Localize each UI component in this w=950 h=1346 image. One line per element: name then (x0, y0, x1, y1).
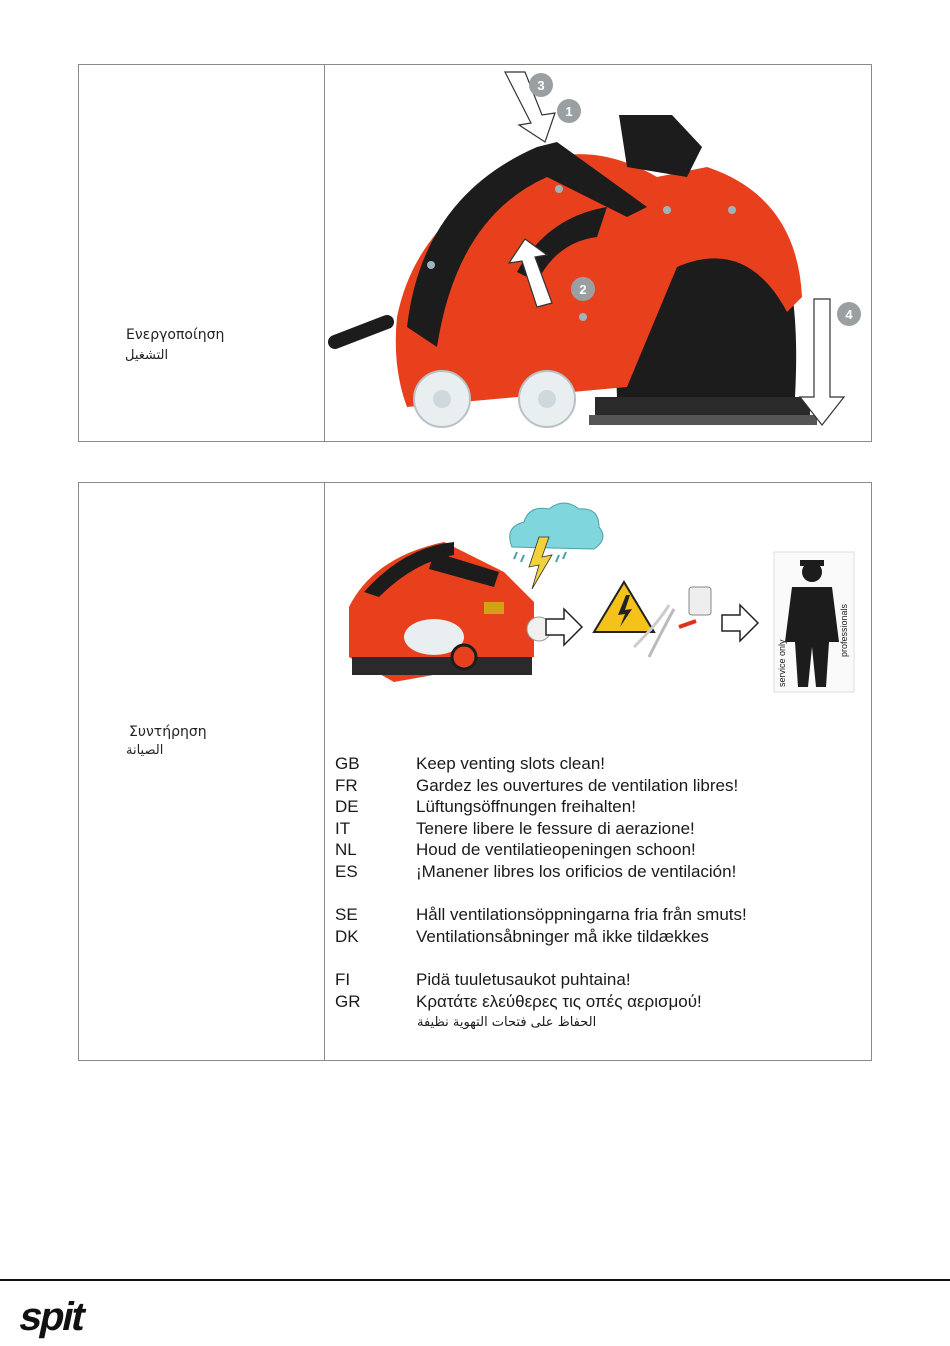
language-code: IT (335, 818, 351, 838)
language-code: GB (335, 754, 360, 773)
svg-text:3: 3 (537, 78, 545, 93)
maintenance-illustration (334, 497, 864, 697)
column-divider (324, 65, 325, 441)
professionals-label: professionals (839, 603, 849, 657)
language-code: SE (335, 905, 358, 924)
table-row (335, 796, 747, 818)
language-code: FR (335, 775, 358, 795)
arabic-instruction-text: الحفاظ على فتحات التهوية نظيفة (417, 1015, 597, 1030)
svg-text:spit: spit (15, 1293, 89, 1339)
table-row (335, 818, 747, 840)
table-row (335, 969, 747, 991)
language-code: ES (335, 861, 358, 881)
svg-text:1: 1 (565, 104, 573, 119)
warning-text-table (335, 753, 747, 1012)
step-badge-4 (837, 302, 861, 326)
instruction-text: Lüftungsöffnungen freihalten! (416, 797, 636, 816)
language-code: DE (335, 797, 359, 816)
footer-rule (0, 1279, 950, 1281)
step-badge-3 (529, 73, 553, 97)
maintenance-panel (78, 482, 872, 1061)
operation-label-arabic: التشغيل (125, 348, 169, 363)
language-code: GR (335, 991, 361, 1011)
svg-text:2: 2 (579, 282, 587, 297)
instruction-text: Ventilationsåbninger må ikke tildækkes (416, 926, 709, 946)
maintenance-label-greek: Συντήρηση (129, 724, 207, 740)
table-row (335, 904, 747, 926)
instruction-text: Gardez les ouvertures de ventilation libres! (416, 775, 739, 795)
step-badge-2 (571, 277, 595, 301)
wall-chaser-icon (349, 542, 551, 682)
language-code: DK (335, 926, 359, 946)
step-badge-1 (557, 99, 581, 123)
wall-chaser-operation-illustration (327, 67, 871, 439)
table-row (335, 839, 747, 861)
operation-label-greek: Ενεργοποίηση (126, 327, 225, 343)
instruction-text: Keep venting slots clean! (416, 754, 606, 773)
service-technician-icon (774, 552, 854, 692)
table-row (335, 753, 747, 775)
instruction-text: Pidä tuuletusaukot puhtaina! (416, 970, 631, 989)
electrical-hazard-icon (594, 582, 654, 632)
storm-cloud-icon (510, 503, 603, 589)
spit-logo (14, 1290, 114, 1340)
language-code: NL (335, 840, 357, 859)
instruction-text: Houd de ventilatieopeningen schoon! (416, 840, 696, 859)
table-row (335, 861, 747, 883)
table-row (335, 926, 747, 948)
table-row (335, 991, 747, 1013)
arrow-right-icon (722, 605, 758, 641)
language-code: FI (335, 970, 351, 989)
instruction-text: ¡Manener libres los orificios de ventilación! (416, 861, 737, 881)
service-only-label: service only (777, 639, 787, 687)
maintenance-label-arabic: الصيانة (126, 743, 164, 758)
column-divider (324, 483, 325, 1060)
arrow-right-icon (546, 609, 582, 645)
operation-panel (78, 64, 872, 442)
instruction-text: Håll ventilationsöppningarna fria från smuts! (416, 905, 747, 924)
instruction-text: Tenere libere le fessure di aerazione! (416, 818, 695, 838)
svg-text:4: 4 (845, 307, 853, 322)
table-row (335, 775, 747, 797)
instruction-text: Κρατάτε ελεύθερες τις οπές αερισμού! (416, 991, 702, 1011)
